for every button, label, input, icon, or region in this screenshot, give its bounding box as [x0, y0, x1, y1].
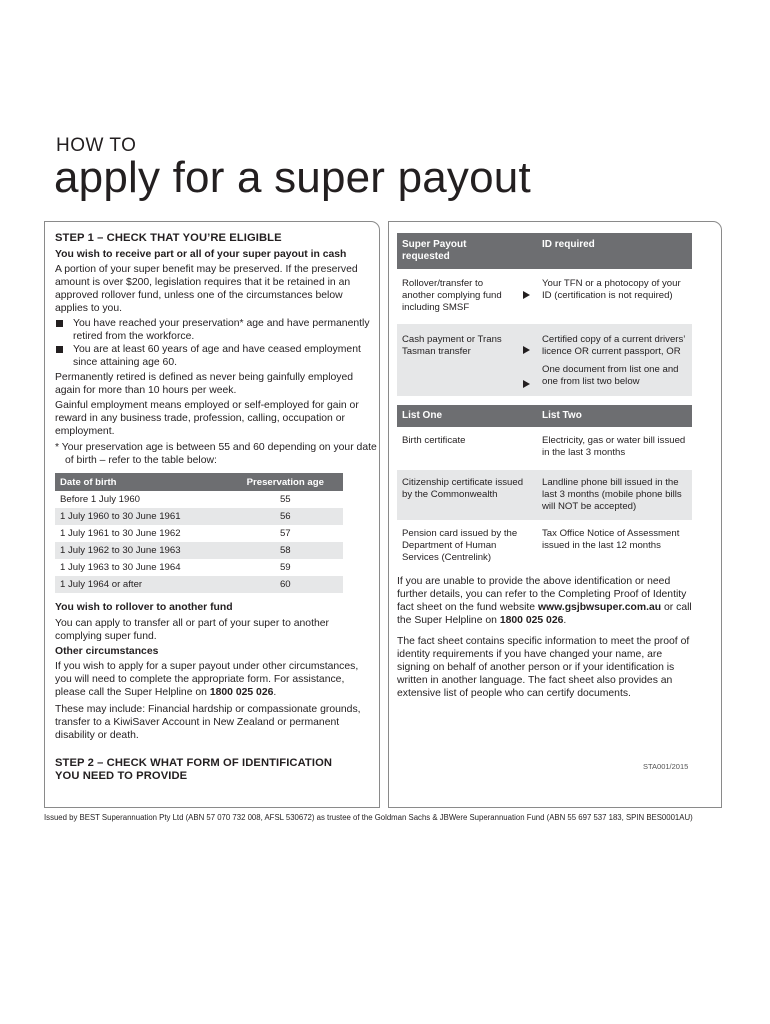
- table-row: [55, 491, 343, 508]
- document-lists-table: [397, 405, 692, 571]
- table-row: [55, 576, 343, 593]
- table-row: [397, 324, 692, 396]
- table-row: [55, 525, 343, 542]
- helpline-number: 1800 025 026: [209, 687, 274, 698]
- table-spacer: [397, 396, 692, 405]
- gainful-definition: Gainful employment means employed or self-employed for gain or reward in any business trade, profession, calling, occupation or employment.: [55, 400, 359, 437]
- preservation-table: [55, 473, 343, 593]
- list-one-cell: Citizenship certificate issued by the Commonwealth: [397, 470, 537, 520]
- fact-sheet-text: The fact sheet contains specific information to meet the proof of identity requirements if you have changed your name, are signing on behalf of another person or if your identification is written in another language. The fact sheet also provides an extensive list of people who can certify documents.: [397, 636, 690, 699]
- arrow-right-icon: [523, 380, 530, 388]
- dob-cell: 1 July 1963 to 30 June 1964: [60, 562, 181, 573]
- id-requirements: [397, 233, 692, 700]
- list-two-cell: Tax Office Notice of Assessment issued in the last 12 months: [542, 528, 680, 551]
- age-cell: 55: [279, 494, 291, 505]
- table-row: [397, 269, 692, 324]
- col-header-age: Preservation age: [228, 473, 343, 491]
- dob-cell: 1 July 1961 to 30 June 1962: [60, 528, 181, 539]
- eligibility-list: [55, 317, 377, 369]
- other-circumstances-list: These may include: Financial hardship or compassionate grounds, transfer to a KiwiSaver Account in New Zealand or permanent disability or death.: [55, 704, 361, 741]
- dob-cell: 1 July 1962 to 30 June 1963: [55, 542, 228, 559]
- col-header-list-one: List One: [397, 405, 537, 427]
- other-text-post: .: [273, 687, 277, 698]
- dob-cell: 1 July 1964 or after: [55, 576, 228, 593]
- helpline-number: 1800 025 026: [499, 615, 564, 626]
- dob-cell: Before 1 July 1960: [60, 494, 141, 505]
- table-row: [397, 470, 692, 520]
- list-one-cell: Birth certificate: [402, 435, 466, 446]
- help-text-post: .: [563, 615, 567, 626]
- retired-definition: Permanently retired is defined as never being gainfully employed again for more than 10 hours per week.: [55, 372, 354, 396]
- payout-type-cell: Rollover/transfer to another complying fund including SMSF: [402, 278, 502, 313]
- arrow-cell: [521, 269, 537, 324]
- age-cell: 60: [228, 576, 343, 593]
- col-header-dob: Date of birth: [55, 473, 228, 491]
- table-row: [397, 427, 692, 470]
- dob-cell: 1 July 1960 to 30 June 1961: [55, 508, 228, 525]
- col-header-spacer: [521, 233, 537, 269]
- age-cell: 56: [228, 508, 343, 525]
- cash-id-option-1: Certified copy of a current drivers’ licence OR current passport, OR: [542, 334, 686, 357]
- document-reference-code: STA001/2015: [643, 762, 689, 771]
- preservation-note: * Your preservation age is between 55 and 60 depending on your date of birth – refer to the table below:: [55, 442, 377, 466]
- age-cell: 59: [279, 562, 291, 573]
- other-heading: Other circumstances: [55, 646, 159, 657]
- table-row: [55, 542, 343, 559]
- help-text-pre: If you are unable to provide the above identification or need further details, you can refer to the Completing Proof of Identity fact sheet on the fund website: [397, 576, 687, 613]
- identity-help-text: [397, 575, 692, 627]
- payout-type-cell: Cash payment or Trans Tasman transfer: [397, 324, 521, 396]
- col-header-id: ID required: [537, 233, 692, 269]
- list-one-cell: Pension card issued by the Department of Human Services (Centrelink): [402, 528, 518, 563]
- arrow-cell: [521, 324, 537, 396]
- list-two-cell: Landline phone bill issued in the last 3 months (mobile phone bills will NOT be accepted): [537, 470, 692, 520]
- rollover-heading: You wish to rollover to another fund: [55, 602, 233, 613]
- other-text-pre: If you wish to apply for a super payout under other circumstances, you will need to complete the appropriate form. For assistance, please call the Super Helpline on: [55, 661, 359, 698]
- website-link[interactable]: www.gsjbwsuper.com.au: [537, 602, 662, 613]
- table-row: [397, 520, 692, 571]
- cash-heading: You wish to receive part or all of your super payout in cash: [55, 249, 347, 260]
- cash-intro: A portion of your super benefit may be preserved. If the preserved amount is over $200, legislation requires that it be retained in an approved rollover fund, unless one of the circumstances below applies to you.: [55, 264, 358, 314]
- id-required-cell: Your TFN or a photocopy of your ID (certification is not required): [542, 278, 681, 301]
- table-row: [55, 559, 343, 576]
- table-row: [55, 508, 343, 525]
- issuer-footer: Issued by BEST Superannuation Pty Ltd (ABN 57 070 732 008, AFSL 530672) as trustee of the Goldman Sachs & JBWere Superannuation Fund (ABN 55 697 537 183, SPIN BES0001AU): [44, 813, 693, 822]
- col-header-payout: Super Payout requested: [397, 233, 521, 269]
- rollover-text: You can apply to transfer all or part of your super to another complying super fund.: [55, 618, 329, 642]
- age-cell: 58: [228, 542, 343, 559]
- help-text-mid: or call the Super Helpline on: [397, 602, 692, 626]
- page-kicker: HOW TO: [56, 135, 137, 156]
- col-header-list-two: List Two: [537, 405, 692, 427]
- other-text: [55, 660, 377, 699]
- eligibility-bullet: You have reached your preservation* age and have permanently retired from the workforce.: [55, 317, 377, 343]
- step2-heading: [55, 757, 375, 783]
- age-cell: 57: [279, 528, 291, 539]
- id-required-cell: [537, 324, 692, 396]
- id-table: [397, 233, 692, 405]
- step2-heading-line1: STEP 2 – CHECK WHAT FORM OF IDENTIFICATION: [55, 757, 333, 769]
- eligibility-bullet: You are at least 60 years of age and have ceased employment since attaining age 60.: [55, 343, 377, 369]
- step2-heading-line2: YOU NEED TO PROVIDE: [55, 770, 188, 782]
- page-title: apply for a super payout: [54, 153, 531, 202]
- step1-heading: STEP 1 – CHECK THAT YOU’RE ELIGIBLE: [55, 232, 282, 244]
- arrow-right-icon: [523, 291, 530, 299]
- step1-content: [55, 232, 377, 742]
- arrow-right-icon: [523, 346, 530, 354]
- cash-id-option-2: One document from list one and one from list two below: [542, 364, 679, 387]
- list-two-cell: Electricity, gas or water bill issued in the last 3 months: [542, 435, 686, 458]
